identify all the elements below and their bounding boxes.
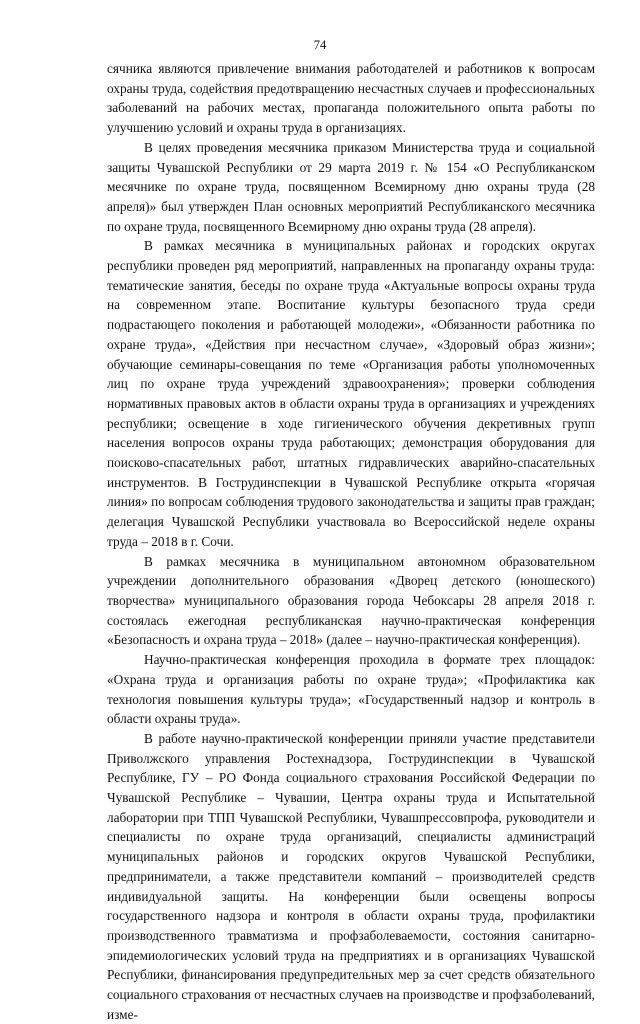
paragraph-conference: В рамках месячника в муниципальном автономном образовательном учреждении дополнительного образования «Дворец детского (юношеского) творчества» муниципального образования города Чебоксары 28 апреля 2018 г. состоялась ежегодная республиканская научно-практическая конференция «Безопасность и охрана труда – 2018» (далее – научно-практическая конференция). (107, 553, 595, 648)
paragraph-continuation: сячника являются привлечение внимания работодателей и работников к вопросам охраны труда, содействия предотвращению несчастных случаев и профессиональных заболеваний на рабочих местах, пропаганда положительного опыта работы по улучшению условий и охраны труда в организациях. (107, 61, 595, 136)
paragraph-participants: В работе научно-практической конференции приняли участие представители Приволжского управления Ростехнадзора, Гострудинспекции в Чувашской Республике, ГУ – РО Фонда социального страхования Российской Федерации по Чувашской Республике – Чувашии, Центра охраны труда и Испытательной лаборатории при ТПП Чувашской Республики, Чувашпрессовпрофа, руководители и специалисты по охране труда организаций, специалисты администраций муниципальных районов и городских округов Чувашской Республики, предприниматели, а также представители компаний – производителей средств индивидуальной защиты. На конференции были освещены вопросы государственного надзора и контроля в области охраны труда, профилактики производственного травматизма и профзаболеваемости, состояния санитарно-эпидемиологических условий труда на предприятиях и в организациях Чувашской Республики, финансирования предупредительных мер за счет средств обязательного социального страхования от несчастных случаев на производстве и профзаболеваний, изме- (107, 730, 596, 1022)
body-text (107, 59, 595, 1024)
page-number: 74 (313, 38, 327, 52)
paragraph-venues: Научно-практическая конференция проходила в формате трех площадок: «Охрана труда и организация работы по охране труда»; «Профилактика как технология повышения культуры труда»; «Государственный надзор и контроль в области охраны труда». (107, 652, 595, 727)
paragraph-events: В рамках месячника в муниципальных районах и городских округах республики проведен ряд мероприятий, направленных на пропаганду охраны труда: тематические занятия, беседы по охране труда «Актуальные вопросы охраны труда на современном этапе. Воспитание культуры безопасного труда среди подрастающего поколения и работающей молодежи», «Обязанности работника по охране труда», «Действия при несчастном случае», «Здоровый образ жизни»; обучающие семинары-совещания по теме «Организация работы уполномоченных лиц по охране труда учреждений здравоохранения»; проверки соблюдения нормативных правовых актов в области охраны труда в организациях и учреждениях республики; освещение в ходе гигиенического обучения декретивных групп населения вопросов охраны труда работающих; демонстрация оборудования для поисково-спасательных работ, штатных гидравлических аварийно-спасательных инструментов. В Гострудинспекции в Чувашской Республике открыта «горячая линия» по вопросам соблюдения трудового законодательства и защиты прав граждан; делегация Чувашской Республики участвовала во Всероссийской неделе охраны труда – 2018 в г. Сочи. (107, 238, 595, 549)
paragraph-order: В целях проведения месячника приказом Министерства труда и социальной защиты Чувашской Республики от 29 марта 2019 г. № 154 «О Республиканском месячнике по охране труда, посвященном Всемирному дню охраны труда (28 апреля)» был утвержден План основных мероприятий Республиканского месячника по охране труда, посвященного Всемирному дню охраны труда (28 апреля). (107, 139, 595, 234)
